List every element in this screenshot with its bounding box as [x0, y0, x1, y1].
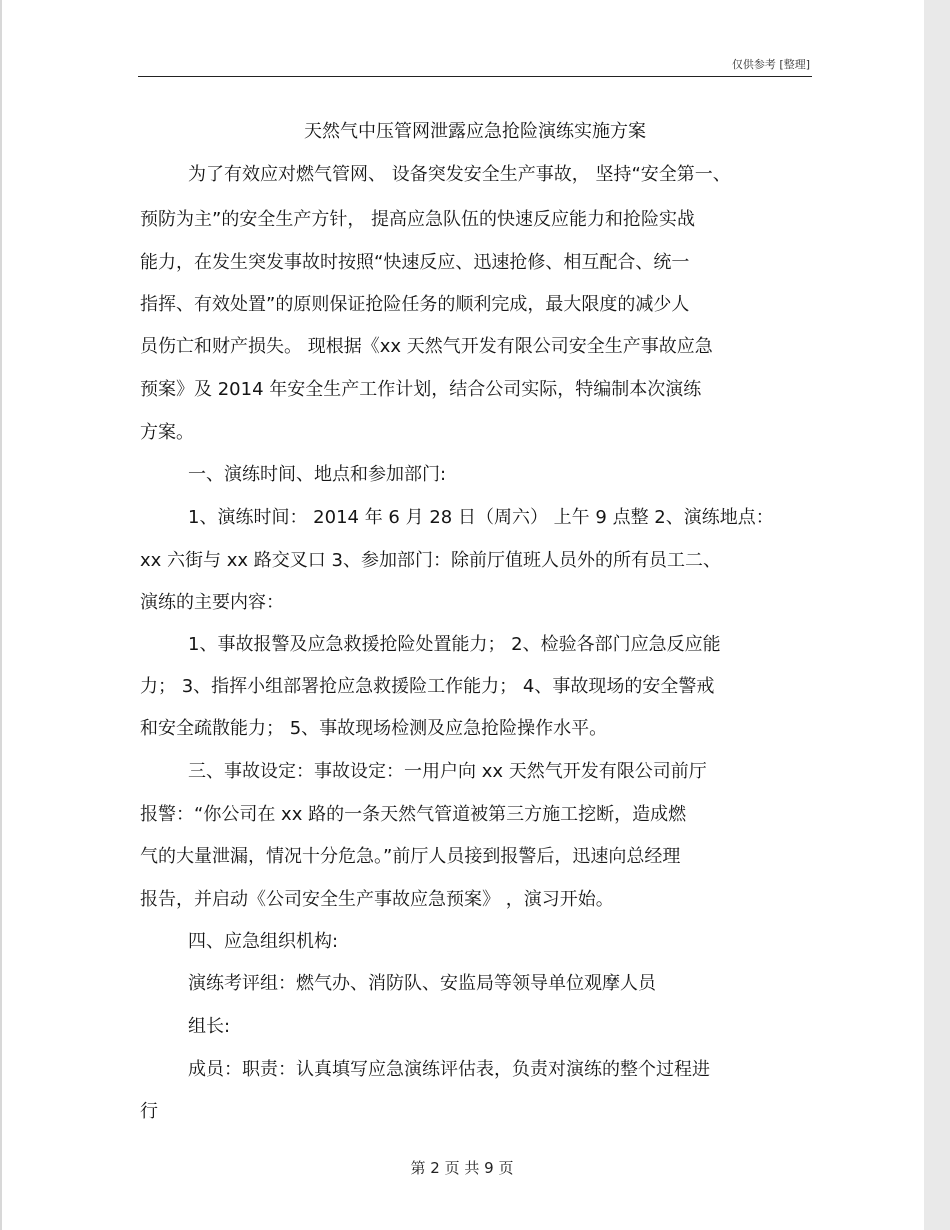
header-rule — [138, 76, 812, 77]
body-line: 成员：职责：认真填写应急演练评估表，负责对演练的整个过程进 — [188, 1059, 710, 1080]
page-number: 第 2 页 共 9 页 — [410, 1159, 514, 1177]
document-title: 天然气中压管网泄露应急抢险演练实施方案 — [304, 121, 646, 142]
body-line: 预防为主”的安全生产方针， 提高应急队伍的快速反应能力和抢险实战 — [140, 209, 696, 230]
section-heading: 四、应急组织机构: — [188, 931, 339, 952]
body-line: 组长: — [188, 1016, 231, 1037]
page-right-gutter — [924, 0, 950, 1230]
section-heading: 一、演练时间、地点和参加部门: — [188, 464, 447, 485]
body-line: 为了有效应对燃气管网、 设备突发安全生产事故， 坚持“安全第一、 — [188, 164, 731, 185]
header-note: 仅供参考 [整理] — [731, 58, 810, 71]
body-line: 演练考评组：燃气办、消防队、安监局等领导单位观摩人员 — [188, 973, 656, 994]
body-line: 和安全疏散能力； 5、事故现场检测及应急抢险操作水平。 — [140, 718, 608, 739]
body-line: 1、事故报警及应急救援抢险处置能力； 2、检验各部门应急反应能 — [188, 634, 721, 655]
body-line: 1、演练时间： 2014 年 6 月 28 日（周六） 上午 9 点整 2、演练地点： — [188, 507, 774, 528]
body-line: 气的大量泄漏，情况十分危急。”前厅人员接到报警后，迅速向总经理 — [140, 846, 681, 867]
body-line: 员伤亡和财产损失。 现根据《xx 天然气开发有限公司安全生产事故应急 — [140, 336, 713, 357]
body-line: xx 六街与 xx 路交叉口 3、参加部门：除前厅值班人员外的所有员工二、 — [140, 550, 721, 571]
body-line: 报告，并启动《公司安全生产事故应急预案》 ，演习开始。 — [140, 889, 614, 910]
body-line: 三、事故设定：事故设定：一用户向 xx 天然气开发有限公司前厅 — [188, 761, 707, 782]
body-line: 指挥、有效处置”的原则保证抢险任务的顺利完成，最大限度的减少人 — [140, 294, 690, 315]
body-line: 演练的主要内容： — [140, 592, 284, 613]
body-line: 能力，在发生突发事故时按照“快速反应、迅速抢修、相互配合、统一 — [140, 252, 690, 273]
body-line: 行 — [140, 1101, 158, 1122]
page-left-border — [0, 0, 2, 1230]
body-line: 报警：“你公司在 xx 路的一条天然气管道被第三方施工挖断，造成燃 — [140, 804, 687, 825]
body-line: 预案》及 2014 年安全生产工作计划，结合公司实际，特编制本次演练 — [140, 379, 702, 400]
body-line: 方案。 — [140, 422, 194, 443]
body-line: 力； 3、指挥小组部署抢应急救援险工作能力； 4、事故现场的安全警戒 — [140, 676, 715, 697]
